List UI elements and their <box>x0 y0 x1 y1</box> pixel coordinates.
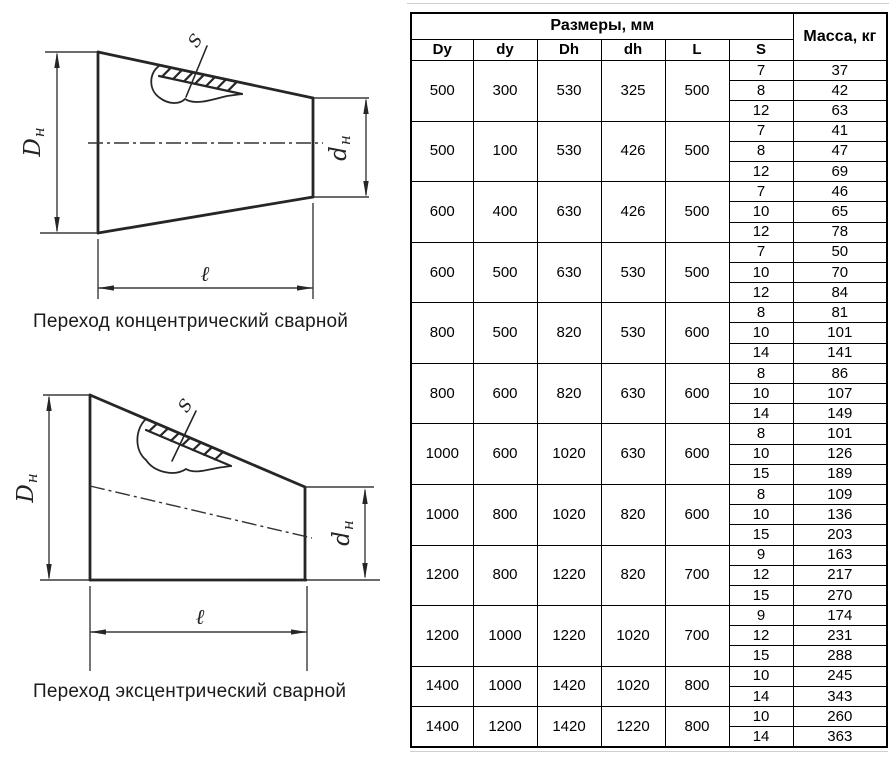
cell-S: 8 <box>729 424 793 444</box>
cell-S: 7 <box>729 121 793 141</box>
cell-Dh: 630 <box>537 242 601 303</box>
table-row <box>411 545 887 565</box>
cell-S: 15 <box>729 525 793 545</box>
cell-mass: 363 <box>793 727 887 748</box>
cell-Dy: 1400 <box>411 707 473 748</box>
cell-Dy: 600 <box>411 182 473 243</box>
cell-mass: 84 <box>793 283 887 303</box>
concentric-thickness-label: S <box>184 30 208 52</box>
eccentric-centerline <box>90 486 312 538</box>
table-row <box>411 606 887 626</box>
header-col-dh: dh <box>601 40 665 61</box>
cell-dy: 1000 <box>473 606 537 667</box>
cell-dy: 500 <box>473 303 537 364</box>
cell-mass: 203 <box>793 525 887 545</box>
cell-dh: 426 <box>601 121 665 182</box>
cell-S: 8 <box>729 303 793 323</box>
cell-Dy: 1400 <box>411 666 473 706</box>
cell-S: 10 <box>729 323 793 343</box>
cell-L: 600 <box>665 303 729 364</box>
cell-S: 10 <box>729 666 793 686</box>
cell-mass: 70 <box>793 262 887 282</box>
cell-Dh: 530 <box>537 121 601 182</box>
eccentric-reducer-outline <box>90 395 306 580</box>
cell-mass: 245 <box>793 666 887 686</box>
cell-dh: 426 <box>601 182 665 243</box>
cell-S: 12 <box>729 565 793 585</box>
cell-mass: 126 <box>793 444 887 464</box>
table-row <box>411 182 887 202</box>
cell-mass: 107 <box>793 384 887 404</box>
cell-mass: 288 <box>793 646 887 666</box>
cell-Dh: 1220 <box>537 606 601 667</box>
cell-dh: 820 <box>601 484 665 545</box>
cell-Dy: 500 <box>411 61 473 122</box>
cell-dh: 1020 <box>601 666 665 706</box>
cell-dy: 100 <box>473 121 537 182</box>
cell-mass: 260 <box>793 707 887 727</box>
cell-S: 9 <box>729 606 793 626</box>
cell-Dy: 600 <box>411 242 473 303</box>
header-mass: Масса, кг <box>793 13 887 61</box>
cell-Dh: 1020 <box>537 484 601 545</box>
cell-S: 7 <box>729 182 793 202</box>
table-row <box>411 424 887 444</box>
cell-S: 10 <box>729 505 793 525</box>
table-row <box>411 242 887 262</box>
cell-Dy: 800 <box>411 303 473 364</box>
cell-S: 10 <box>729 262 793 282</box>
header-col-Dh: Dh <box>537 40 601 61</box>
cell-mass: 42 <box>793 81 887 101</box>
cell-mass: 101 <box>793 424 887 444</box>
cell-mass: 270 <box>793 585 887 605</box>
cell-S: 12 <box>729 626 793 646</box>
cell-S: 8 <box>729 484 793 504</box>
cell-Dy: 1000 <box>411 424 473 485</box>
cell-Dh: 1420 <box>537 707 601 748</box>
cell-S: 14 <box>729 343 793 363</box>
cell-dh: 530 <box>601 303 665 364</box>
header-dimensions: Размеры, мм <box>411 13 793 40</box>
table-row <box>411 707 887 727</box>
cell-S: 15 <box>729 646 793 666</box>
cell-mass: 163 <box>793 545 887 565</box>
table-row <box>411 484 887 504</box>
eccentric-inner-diameter-label: dн <box>329 520 357 546</box>
cell-dy: 400 <box>473 182 537 243</box>
cell-Dy: 1000 <box>411 484 473 545</box>
faint-gridline-top <box>407 3 889 4</box>
cell-dy: 600 <box>473 424 537 485</box>
cell-S: 15 <box>729 464 793 484</box>
cell-mass: 46 <box>793 182 887 202</box>
cell-dy: 800 <box>473 545 537 606</box>
cell-Dy: 800 <box>411 363 473 424</box>
cell-dh: 630 <box>601 363 665 424</box>
header-col-L: L <box>665 40 729 61</box>
cell-mass: 78 <box>793 222 887 242</box>
cell-L: 800 <box>665 666 729 706</box>
cell-dh: 630 <box>601 424 665 485</box>
cell-Dh: 820 <box>537 363 601 424</box>
cell-S: 10 <box>729 707 793 727</box>
cell-dh: 530 <box>601 242 665 303</box>
cell-mass: 50 <box>793 242 887 262</box>
cell-L: 600 <box>665 363 729 424</box>
cell-S: 10 <box>729 202 793 222</box>
cell-mass: 47 <box>793 141 887 161</box>
cell-dh: 1020 <box>601 606 665 667</box>
cell-S: 12 <box>729 283 793 303</box>
table-row <box>411 363 887 383</box>
cell-mass: 69 <box>793 161 887 181</box>
cell-mass: 37 <box>793 61 887 81</box>
cell-S: 14 <box>729 686 793 706</box>
cell-mass: 81 <box>793 303 887 323</box>
cell-mass: 136 <box>793 505 887 525</box>
cell-L: 500 <box>665 61 729 122</box>
cell-L: 600 <box>665 484 729 545</box>
cell-Dh: 1420 <box>537 666 601 706</box>
cell-L: 500 <box>665 242 729 303</box>
cell-mass: 149 <box>793 404 887 424</box>
concentric-outer-diameter-label: Dн <box>20 127 48 157</box>
cell-L: 500 <box>665 121 729 182</box>
cell-Dy: 1200 <box>411 606 473 667</box>
cell-L: 800 <box>665 707 729 748</box>
cell-S: 15 <box>729 585 793 605</box>
header-col-S: S <box>729 40 793 61</box>
cell-dy: 1200 <box>473 707 537 748</box>
cell-mass: 174 <box>793 606 887 626</box>
concentric-length-label: ℓ <box>200 262 210 286</box>
table-row <box>411 61 887 81</box>
cell-L: 500 <box>665 182 729 243</box>
reducer-drawings <box>0 0 405 757</box>
cell-S: 12 <box>729 161 793 181</box>
cell-dy: 300 <box>473 61 537 122</box>
cell-Dh: 630 <box>537 182 601 243</box>
cell-S: 10 <box>729 384 793 404</box>
cell-mass: 231 <box>793 626 887 646</box>
dimensions-table-header <box>411 13 887 61</box>
header-col-dy: dy <box>473 40 537 61</box>
cell-dh: 325 <box>601 61 665 122</box>
cell-S: 7 <box>729 61 793 81</box>
concentric-reducer-caption: Переход концентрический сварной <box>33 311 349 332</box>
cell-Dh: 530 <box>537 61 601 122</box>
header-col-Dy: Dy <box>411 40 473 61</box>
cell-mass: 86 <box>793 363 887 383</box>
cell-L: 700 <box>665 545 729 606</box>
eccentric-length-label: ℓ <box>195 605 205 629</box>
faint-gridline-bottom <box>410 751 888 752</box>
cell-L: 700 <box>665 606 729 667</box>
concentric-inner-diameter-label: dн <box>326 135 354 161</box>
cell-L: 600 <box>665 424 729 485</box>
cell-dy: 600 <box>473 363 537 424</box>
table-row <box>411 303 887 323</box>
table-row <box>411 121 887 141</box>
cell-S: 12 <box>729 222 793 242</box>
cell-dy: 800 <box>473 484 537 545</box>
cell-dh: 1220 <box>601 707 665 748</box>
cell-S: 12 <box>729 101 793 121</box>
cell-S: 14 <box>729 404 793 424</box>
eccentric-reducer-caption: Переход эксцентрический сварной <box>33 681 347 702</box>
cell-dy: 500 <box>473 242 537 303</box>
table-row <box>411 666 887 686</box>
dimensions-table-body <box>411 61 887 748</box>
cell-mass: 63 <box>793 101 887 121</box>
cell-mass: 217 <box>793 565 887 585</box>
cell-mass: 65 <box>793 202 887 222</box>
cell-S: 14 <box>729 727 793 748</box>
eccentric-dimension-arrows <box>46 395 367 635</box>
cell-Dh: 1220 <box>537 545 601 606</box>
cell-dy: 1000 <box>473 666 537 706</box>
eccentric-thickness-label: S <box>174 395 198 417</box>
cell-S: 8 <box>729 363 793 383</box>
cell-Dy: 1200 <box>411 545 473 606</box>
cell-S: 8 <box>729 141 793 161</box>
cell-Dy: 500 <box>411 121 473 182</box>
cell-S: 9 <box>729 545 793 565</box>
cell-dh: 820 <box>601 545 665 606</box>
cell-mass: 141 <box>793 343 887 363</box>
cell-S: 7 <box>729 242 793 262</box>
cell-S: 10 <box>729 444 793 464</box>
cell-mass: 109 <box>793 484 887 504</box>
cell-S: 8 <box>729 81 793 101</box>
cell-Dh: 1020 <box>537 424 601 485</box>
cell-mass: 189 <box>793 464 887 484</box>
cell-mass: 41 <box>793 121 887 141</box>
cell-mass: 101 <box>793 323 887 343</box>
eccentric-outer-diameter-label: Dн <box>13 473 41 503</box>
dimensions-table <box>410 12 888 748</box>
cell-mass: 343 <box>793 686 887 706</box>
cell-Dh: 820 <box>537 303 601 364</box>
